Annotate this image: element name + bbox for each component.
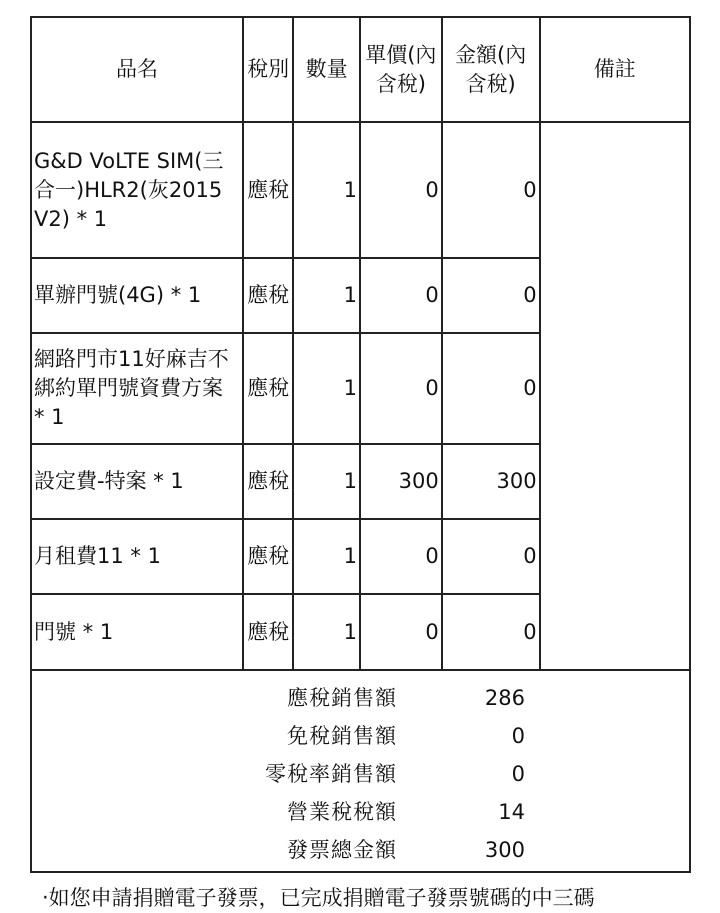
summary-cell bbox=[32, 671, 691, 873]
item-amount: 0 bbox=[443, 123, 541, 259]
donation-notice: ‧如您申請捐贈電子發票，已完成捐贈電子發票號碼的中三碼 bbox=[42, 886, 595, 910]
item-qty: 1 bbox=[294, 445, 361, 520]
item-unit-price: 0 bbox=[361, 123, 443, 259]
summary-value: 286 bbox=[484, 685, 525, 710]
summary-taxable-sales bbox=[32, 679, 689, 717]
summary-row bbox=[32, 671, 691, 873]
item-name: G&D VoLTE SIM(三合一)HLR2(灰2015 V2) * 1 bbox=[32, 123, 244, 259]
header-row bbox=[32, 18, 691, 123]
item-qty: 1 bbox=[294, 520, 361, 595]
header-qty: 數量 bbox=[294, 18, 361, 123]
header-unit-price: 單價(內含稅) bbox=[361, 18, 443, 123]
item-unit-price: 300 bbox=[361, 445, 443, 520]
item-qty: 1 bbox=[294, 334, 361, 445]
item-name: 網路門市11好麻吉不綁約單門號資費方案 * 1 bbox=[32, 334, 244, 445]
item-qty: 1 bbox=[294, 595, 361, 671]
item-qty: 1 bbox=[294, 123, 361, 259]
header-note: 備註 bbox=[541, 18, 691, 123]
summary-value: 14 bbox=[498, 799, 525, 824]
header-amount: 金額(內含稅) bbox=[443, 18, 541, 123]
item-amount: 0 bbox=[443, 334, 541, 445]
item-name: 設定費-特案 * 1 bbox=[32, 445, 244, 520]
summary-value: 0 bbox=[511, 761, 525, 786]
item-amount: 0 bbox=[443, 259, 541, 334]
item-unit-price: 0 bbox=[361, 595, 443, 671]
item-tax: 應稅 bbox=[244, 123, 294, 259]
summary-label: 應稅銷售額 bbox=[287, 685, 397, 710]
item-tax: 應稅 bbox=[244, 520, 294, 595]
header-name: 品名 bbox=[32, 18, 244, 123]
summary-zero-rate-sales bbox=[32, 755, 689, 793]
summary-label: 免稅銷售額 bbox=[287, 723, 397, 748]
item-amount: 300 bbox=[443, 445, 541, 520]
note-cell bbox=[541, 123, 691, 671]
item-amount: 0 bbox=[443, 520, 541, 595]
item-tax: 應稅 bbox=[244, 334, 294, 445]
summary-label: 營業稅稅額 bbox=[287, 799, 397, 824]
summary-label: 零稅率銷售額 bbox=[265, 761, 397, 786]
summary-value: 300 bbox=[484, 837, 525, 862]
item-tax: 應稅 bbox=[244, 259, 294, 334]
item-qty: 1 bbox=[294, 259, 361, 334]
item-amount: 0 bbox=[443, 595, 541, 671]
item-name: 門號 * 1 bbox=[32, 595, 244, 671]
summary-label: 發票總金額 bbox=[287, 837, 397, 862]
summary-business-tax bbox=[32, 793, 689, 831]
item-unit-price: 0 bbox=[361, 520, 443, 595]
summary-list bbox=[32, 671, 689, 871]
invoice-table bbox=[30, 16, 691, 873]
item-unit-price: 0 bbox=[361, 259, 443, 334]
summary-tax-free-sales bbox=[32, 717, 689, 755]
item-name: 月租費11 * 1 bbox=[32, 520, 244, 595]
summary-invoice-total bbox=[32, 831, 689, 869]
item-tax: 應稅 bbox=[244, 445, 294, 520]
item-unit-price: 0 bbox=[361, 334, 443, 445]
table-row bbox=[32, 123, 691, 259]
summary-value: 0 bbox=[511, 723, 525, 748]
item-name: 單辦門號(4G) * 1 bbox=[32, 259, 244, 334]
header-tax: 稅別 bbox=[244, 18, 294, 123]
item-tax: 應稅 bbox=[244, 595, 294, 671]
